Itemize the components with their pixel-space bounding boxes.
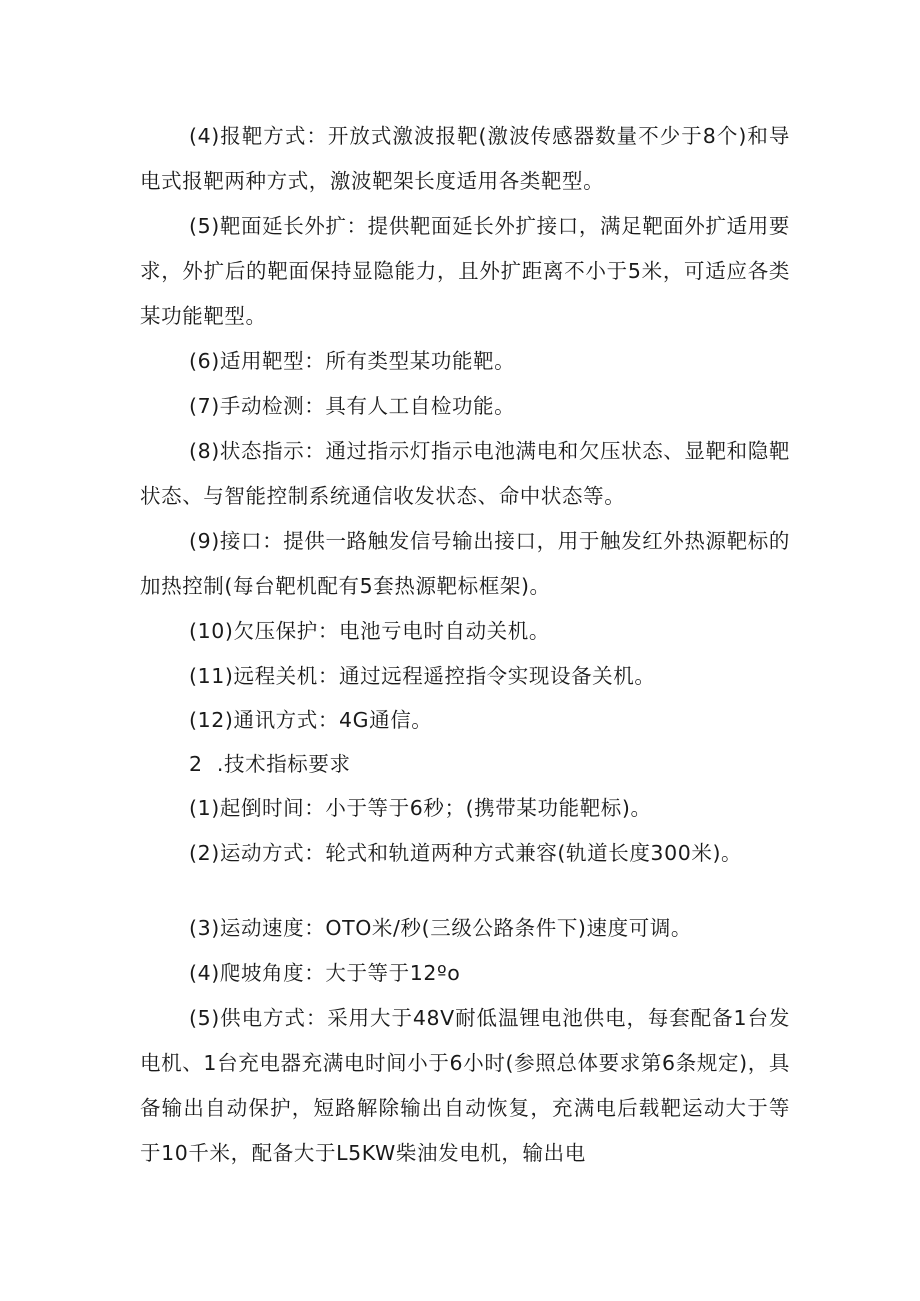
paragraph-manual-detection: (7)手动检测：具有人工自检功能。 [189,394,516,418]
section-heading-technical-requirements: 2 .技术指标要求 [189,752,351,776]
paragraph-communication-method: (12)通讯方式：4G通信。 [189,708,433,732]
paragraph-target-surface-extension: (5)靶面延长外扩：提供靶面延长外扩接口，满足靶面外扩适用要求，外扩后的靶面保持显隐能力，且外扩距离不小于5米，可适应各类某功能靶型。 [140,214,790,328]
paragraph-motion-mode: (2)运动方式：轮式和轨道两种方式兼容(轨道长度300米)。 [189,841,743,865]
paragraph-power-supply: (5)供电方式：采用大于48V耐低温锂电池供电，每套配备1台发电机、1台充电器充满电时间小于6小时(参照总体要求第6条规定)，具备输出自动保护，短路解除输出自动恢复，充满电后载靶运动大于等于10千米，配备大于L5KW柴油发电机，输出电 [140,1006,790,1165]
paragraph-status-indication: (8)状态指示：通过指示灯指示电池满电和欠压状态、显靶和隐靶状态、与智能控制系统通信收发状态、命中状态等。 [140,439,790,508]
paragraph-climbing-angle: (4)爬坡角度：大于等于12ºo [189,961,461,985]
paragraph-applicable-target-type: (6)适用靶型：所有类型某功能靶。 [189,349,516,373]
paragraph-interface: (9)接口：提供一路触发信号输出接口，用于触发红外热源靶标的加热控制(每台靶机配有5套热源靶标框架)。 [140,529,790,598]
paragraph-remote-shutdown: (11)远程关机：通过远程遥控指令实现设备关机。 [189,664,656,688]
paragraph-undervoltage-protection: (10)欠压保护：电池亏电时自动关机。 [189,619,550,643]
paragraph-motion-speed: (3)运动速度：OTO米/秒(三级公路条件下)速度可调。 [189,916,693,940]
paragraph-report-target-method: (4)报靶方式：开放式激波报靶(激波传感器数量不少于8个)和导电式报靶两种方式，激波靶架长度适用各类靶型。 [140,124,790,193]
paragraph-rise-fall-time: (1)起倒时间：小于等于6秒；(携带某功能靶标)。 [189,796,652,820]
